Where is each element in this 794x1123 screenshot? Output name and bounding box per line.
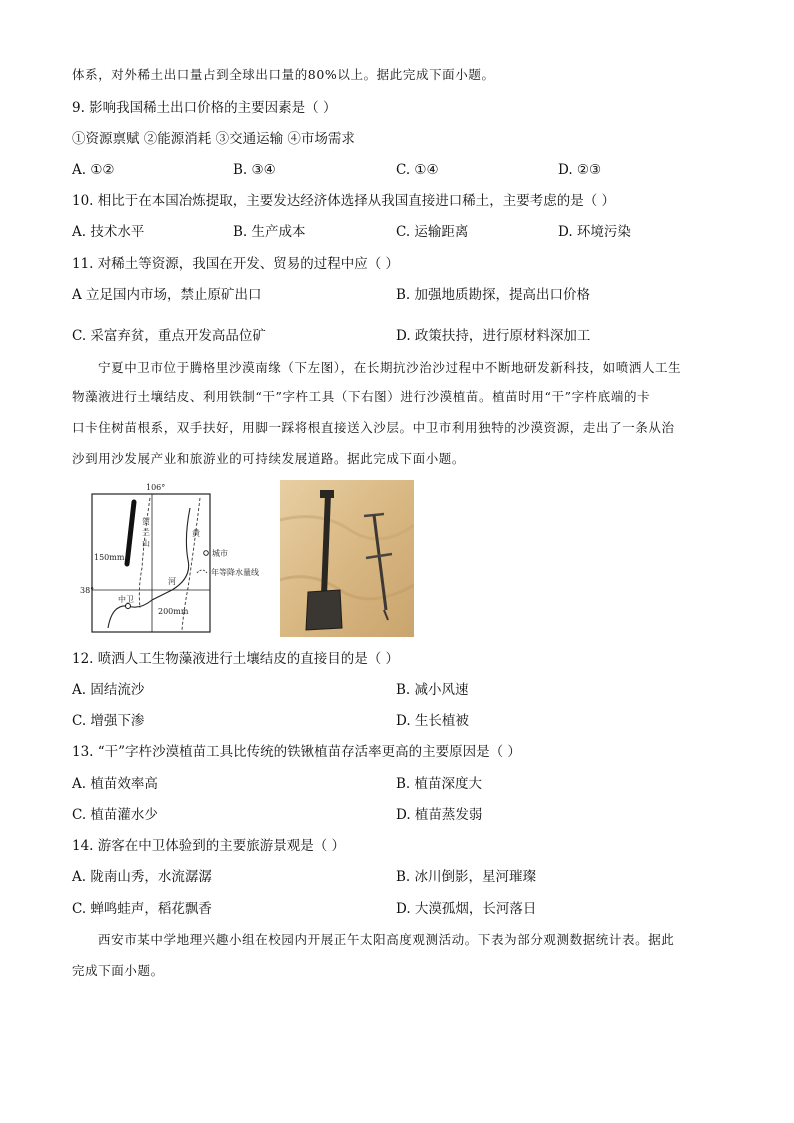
q11-option-a[interactable]: A 立足国内市场，禁止原矿出口 [72, 287, 262, 303]
q9-option-b[interactable]: B. ③④ [233, 162, 276, 178]
q12-option-d[interactable]: D. 生长植被 [396, 713, 469, 729]
q11-option-d[interactable]: D. 政策扶持，进行原材料深加工 [396, 328, 591, 344]
q14-option-a[interactable]: A. 陇南山秀，水流潺潺 [72, 869, 212, 885]
passage-3-line-1: 西安市某中学地理兴趣小组在校园内开展正午太阳高度观测活动。下表为部分观测数据统计表。据此 [98, 932, 675, 947]
question-14-stem: 14. 游客在中卫体验到的主要旅游景观是（ ） [72, 838, 346, 854]
q13-option-d[interactable]: D. 植苗蒸发弱 [396, 807, 483, 823]
passage-2-line-4: 沙到用沙发展产业和旅游业的可持续发展道路。据此完成下面小题。 [72, 451, 466, 466]
q10-option-b[interactable]: B. 生产成本 [233, 224, 306, 240]
q12-option-c[interactable]: C. 增强下渗 [72, 713, 145, 729]
question-9-stem: 9. 影响我国稀土出口价格的主要因素是（ ） [72, 100, 337, 116]
passage-3-line-2: 完成下面小题。 [72, 963, 164, 978]
q13-option-c[interactable]: C. 植苗灌水少 [72, 807, 158, 823]
passage-2-line-3: 口卡住树苗根系，双手扶好，用脚一踩将根直接送入沙层。中卫市利用独特的沙漠资源，走出了一条从治 [72, 420, 675, 435]
q14-option-b[interactable]: B. 冰川倒影，星河璀璨 [396, 869, 537, 885]
legend-isohyet-label: 年等降水量线 [211, 568, 259, 577]
question-10-stem: 10. 相比于在本国冶炼提取，主要发达经济体选择从我国直接进口稀土，主要考虑的是（ ） [72, 193, 616, 209]
mountain-char-1: 贺 [142, 517, 150, 526]
q12-option-a[interactable]: A. 固结流沙 [72, 682, 145, 698]
location-map [80, 478, 270, 638]
latitude-label: 38° [80, 586, 95, 595]
q11-option-c[interactable]: C. 采富弃贫，重点开发高品位矿 [72, 328, 266, 344]
q9-option-c[interactable]: C. ①④ [396, 162, 439, 178]
city-label: 中卫 [118, 595, 134, 604]
mountain-range-mark [127, 502, 134, 564]
passage-2-line-2: 物藻液进行土壤结皮、利用铁制“干”字杵工具（下右图）进行沙漠植苗。植苗时用“干”字杵底端的卡 [72, 389, 651, 404]
legend-city-label: 城市 [212, 549, 228, 558]
legend-isohyet-icon [197, 570, 207, 573]
q14-option-c[interactable]: C. 蝉鸣蛙声，稻花飘香 [72, 901, 212, 917]
mountain-char-2: 兰 [142, 528, 150, 537]
question-12-stem: 12. 喷洒人工生物藻液进行土壤结皮的直接目的是（ ） [72, 651, 400, 667]
q10-option-a[interactable]: A. 技术水平 [72, 224, 145, 240]
shovel-handle [324, 494, 328, 595]
q12-option-b[interactable]: B. 减小风速 [396, 682, 469, 698]
longitude-label: 106° [146, 483, 166, 492]
passage-2-line-1: 宁夏中卫市位于腾格里沙漠南缘（下左图），在长期抗沙治沙过程中不断地研发新科技，如喷洒人工生 [98, 360, 682, 375]
river-char-1: 黄 [192, 529, 200, 538]
tool-photo [280, 480, 414, 637]
q11-option-b[interactable]: B. 加强地质勘探，提高出口价格 [396, 287, 591, 303]
mountain-char-3: 山 [142, 539, 150, 548]
legend-city-icon [204, 551, 209, 556]
q10-option-d[interactable]: D. 环境污染 [558, 224, 631, 240]
question-13-stem: 13. “干”字杵沙漠植苗工具比传统的铁锹植苗存活率更高的主要原因是（ ） [72, 744, 521, 760]
q13-option-a[interactable]: A. 植苗效率高 [72, 776, 158, 792]
question-9-items: ①资源禀赋 ②能源消耗 ③交通运输 ④市场需求 [72, 131, 355, 147]
isohyet-150-line [139, 498, 150, 608]
city-marker [126, 604, 131, 609]
q10-option-c[interactable]: C. 运输距离 [396, 224, 469, 240]
q9-option-d[interactable]: D. ②③ [558, 162, 602, 178]
isohyet-150-label: 150mm [94, 553, 125, 562]
q9-option-a[interactable]: A. ①② [72, 162, 115, 178]
q13-option-b[interactable]: B. 植苗深度大 [396, 776, 483, 792]
isohyet-200-label: 200mm [158, 607, 189, 616]
shovel-blade [306, 590, 342, 630]
river-char-2: 河 [168, 577, 176, 586]
question-11-stem: 11. 对稀土等资源，我国在开发、贸易的过程中应（ ） [72, 256, 400, 272]
passage-tail: 体系，对外稀土出口量占到全球出口量的80%以上。据此完成下面小题。 [72, 67, 495, 82]
q14-option-d[interactable]: D. 大漠孤烟，长河落日 [396, 901, 537, 917]
